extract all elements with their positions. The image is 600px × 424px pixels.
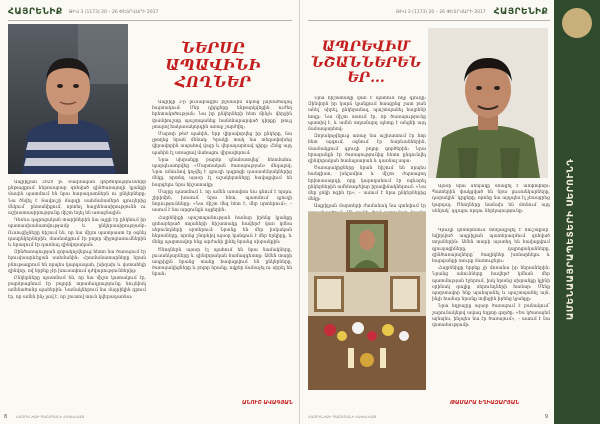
paragraph: Նրա հիշատակը վառ է պահում ողջ գյուղը։ Զինվորն իր կարճ կյանքում հասցրեց շատ բան անել՝ սիրել, ընկերանալ, պաշտպանել հայրենի հողը։ Նա միշտ ասում էր, որ ծառայությունը պատիվ է, և ամեն տղամարդ պետք է անցնի այդ ճանապարհով։ <box>308 96 426 133</box>
emblem-icon <box>562 8 592 38</box>
sidebar-label <box>566 120 588 320</box>
issue-info: ԹԻՎ 3 (1173) 20 – 26 ՓԵՏՐՎԱՐԻ 2017 <box>68 9 159 15</box>
text-column <box>152 100 292 396</box>
issue-info: ԹԻՎ 3 (1173) 20 – 26 ՓԵՏՐՎԱՐԻ 2017 <box>396 9 486 15</box>
paragraph: Ապրիլյան մարտերի ժամանակ նա գտնվում էր <box>314 204 426 210</box>
paragraph: Նրա սխրանքը բարձր գնահատվեց՝ հետմահու պարգևատրվեց «Մարտական ծառայության» մեդալով։ Նրա անունով կոչվել է գյուղի դպրոցի դասասենյակներից մեկը, որտեղ այսօր էլ աշակերտները հավաքվում են հարգելու նրա հիշատակը։ <box>152 157 292 188</box>
paragraph: Ծնողներն այսօր էլ պահում են նրա նամակները, լուսանկարները և զինվորական համազգեստը։ Ամեն տարի ապրիլին նրանց տանը հավաքվում են ընկերները, ծառայակիցները և բոլոր նրանք, ովքեր ճանաչել ու սիրել են նրան։ <box>152 247 292 278</box>
text-column <box>432 228 550 396</box>
magazine-logo: ՀԱՅՐԵՆԻՔ <box>493 7 549 17</box>
soldier-portrait-photo <box>8 24 128 174</box>
headline-line: ՆԵՐՍԸ <box>181 39 245 57</box>
article-headline-left <box>128 40 298 90</box>
page-footer: ՀԱՅՐԵՆԻՔԻ ՊԱՇՏՊԱՆԻ ՀԱՎԵԼՎԱԾ <box>308 415 377 419</box>
paragraph: Հայրենիքի պաշտպանության համար իրենց կյանքը զոհաբերած տղաների հիշատակը հավերժ վառ կմնա սերունդների սրտերում։ Նրանք են մեր իսկական հերոսները, որոնց շնորհիվ այսօր կանգուն է մեր երկիրը, և մենք պարտավոր ենք արժանի լինել նրանց սխրանքին։ <box>152 215 292 246</box>
page-number: 8 <box>4 414 8 420</box>
paragraph: Զինծառայության զորակոչվելուց հետո նա ծառայում էր հյուսիսարևելյան սահմանին։ Հրամանատարները նրան բնութագրում են որպես կարգապահ, խիզախ և վստահելի զինվոր, ով երբեք չէր խուսափում դժվարություններից։ <box>8 250 146 274</box>
text-column <box>432 184 550 224</box>
paragraph: Հայրենիքը երբեք չի մոռանա իր հերոսներին։ Նրանց անունները հավերժ կմնան մեր պատմության էջերում, իսկ նրանց սխրանքը կլինի օրինակ գալիք սերունդների համար։ Մենք պարտավոր ենք պահպանել և պաշտպանել այն, ինչի համար նրանք տվեցին իրենց կյանքը։ <box>432 266 550 303</box>
memorial-table-photo <box>308 212 426 390</box>
article-headline-right <box>306 40 426 87</box>
headline-line: ՆՇԱՆՆԵՐԵՆ ԵՐ... <box>310 54 422 87</box>
page-number: 9 <box>544 414 548 420</box>
masthead-right <box>390 6 548 18</box>
right-page <box>300 0 600 424</box>
paragraph: Այսօր նրա սենյակը մնացել է անփոփոխ։ Պատերին փակցված են նրա լուսանկարները, դարակին՝ գրքերը, որոնք նա այդպես էլ չհասցրեց կարդալ։ Ծնողները հաճախ են մտնում այդ սենյակ՝ զգալու որդու ներկայությունը։ <box>432 184 550 214</box>
author-byline: ԱՆՈՒՇ ԱՎԱԳՅԱՆ <box>242 400 293 406</box>
paragraph: Մարտի թեժ պահին, երբ վիրավորվեց իր ընկերը, նա չթողեց նրան մենակ։ Կրակի տակ նա տեղափոխեց վիրավորին ապահով վայր և վերադարձավ դիրք։ Հենց այդ պահին էլ ստացավ մահացու վիրավորում։ <box>152 132 292 156</box>
header-rule <box>8 20 292 21</box>
paragraph: Զորակոչվելուց առաջ նա աշխատում էր հոր հետ այգում, օգնում էր հարևաններին, մասնակցում գյուղի բոլոր գործերին։ Նրա երազանքն էր ծառայությունից հետո ընդունվել զինվորական համալսարան և դառնալ սպա։ <box>308 134 426 165</box>
paragraph: Դեռևս դպրոցական տարիներին նա աչքի էր ընկնում իր պատասխանատվությամբ և ընկերասիրությամբ։ Ուսուցիչները հիշում են, որ նա միշտ պատրաստ էր օգնել դասընկերներին, մասնակցում էր բոլոր միջոցառումներին և երազում էր դառնալ զինվորական։ <box>8 218 146 249</box>
paragraph: Մայրը պատմում է, որ ամեն առավոտ նա գնում է որդու շիրիմին, խոսում նրա հետ, պատմում գյուղի նորությունները։ «Նա միշտ մեզ հետ է, մեր սրտերում», – ասում է նա արցունքն աչքերին։ <box>152 189 292 214</box>
soldier-portrait-photo <box>428 28 548 178</box>
paragraph: Նրա եղբայրը այսօր ծառայում է բանակում՝ շարունակելով ավագ եղբոր գործը։ «Ես կծառայեմ այնպես, ինչպես նա էր ծառայում», – ասում է նա վստահությամբ։ <box>432 304 550 329</box>
text-column <box>8 180 146 404</box>
headline-line: ԱՊԱՎԻՆԻ ՀՈՂՆԵՐ <box>165 55 261 91</box>
sidebar-label-text: ԱՄԵՆԱԱՅՐԱՊԵՏԵՐԻ ՍԵՐՈՒՆԴ <box>566 158 576 320</box>
paragraph: Ապրիլի 2-ի լուսաբացին թշնամին սկսեց լայնածավալ հարձակում։ Մեր դիրքերը ենթարկվեցին ուժեղ հրետակոծության։ Նա իր ընկերների հետ մինչև վերջին փամփուշտը պաշտպանեց հանձնարարված դիրքը՝ թույլ չտալով հակառակորդին առաջ շարժվել։ <box>152 100 292 130</box>
magazine-logo: ՀԱՅՐԵՆԻՔ <box>8 7 63 17</box>
paragraph: Ընկերները պատմում են, որ նա միշտ կատակում էր, բարձրացնում էր բոլորի տրամադրությունը նույնիսկ ամենածանր պահերին։ Նամակներում նա մայրիկին գրում էր, որ ամեն ինչ լավ է, որ շուտով տուն կվերադառնա։ <box>8 276 146 300</box>
author-byline: ԹԱՄԱՐԱ ԵՂԻԱԶԱՐՅԱՆ <box>450 400 520 406</box>
header-rule <box>308 20 550 21</box>
section-sidebar <box>554 0 600 424</box>
paragraph: Ապրիլյան 2020 թ. ռազմական գործողությունների ընթացքում հերոսաբար զոհված զինծառայողի կյանքի մասին պատմում են նրա հարազատներն ու ընկերները։ Նա ծնվել է Տավուշի մարզի սահմանամերձ գյուղերից մեկում՝ ընտանիքում, որտեղ հայրենասիրությունն ու աշխատասիրությունը միշտ եղել են առաջնային։ <box>8 180 146 217</box>
paragraph: Ծառայակիցները նրան հիշում են որպես հանգիստ, խելամիտ և միշտ ժպտացող երիտասարդի, որը կարողանում էր ոգևորել ընկերներին ամենադժվար իրավիճակներում։ «Նա մեր ջոկի ոգին էր», – ասում է նրա ընկերներից մեկը։ <box>308 166 426 203</box>
headline-line: ԱՊՐԵՎԻՄ <box>321 39 411 55</box>
paragraph: Գյուղի կենտրոնում տեղադրվել է հուշաքար՝ նվիրված ապրիլյան պատերազմում զոհված տղաներին։ Ամեն տարի այստեղ են հավաքվում գյուղացիները, դպրոցականները, զինծառայողները՝ ծաղիկներ խոնարհելու և հարգանքի տուրք մատուցելու։ <box>432 228 550 265</box>
page-footer: ՀԱՅՐԵՆԻՔԻ ՊԱՇՏՊԱՆԻ ՀԱՎԵԼՎԱԾ <box>16 415 85 419</box>
masthead-left <box>8 6 158 18</box>
